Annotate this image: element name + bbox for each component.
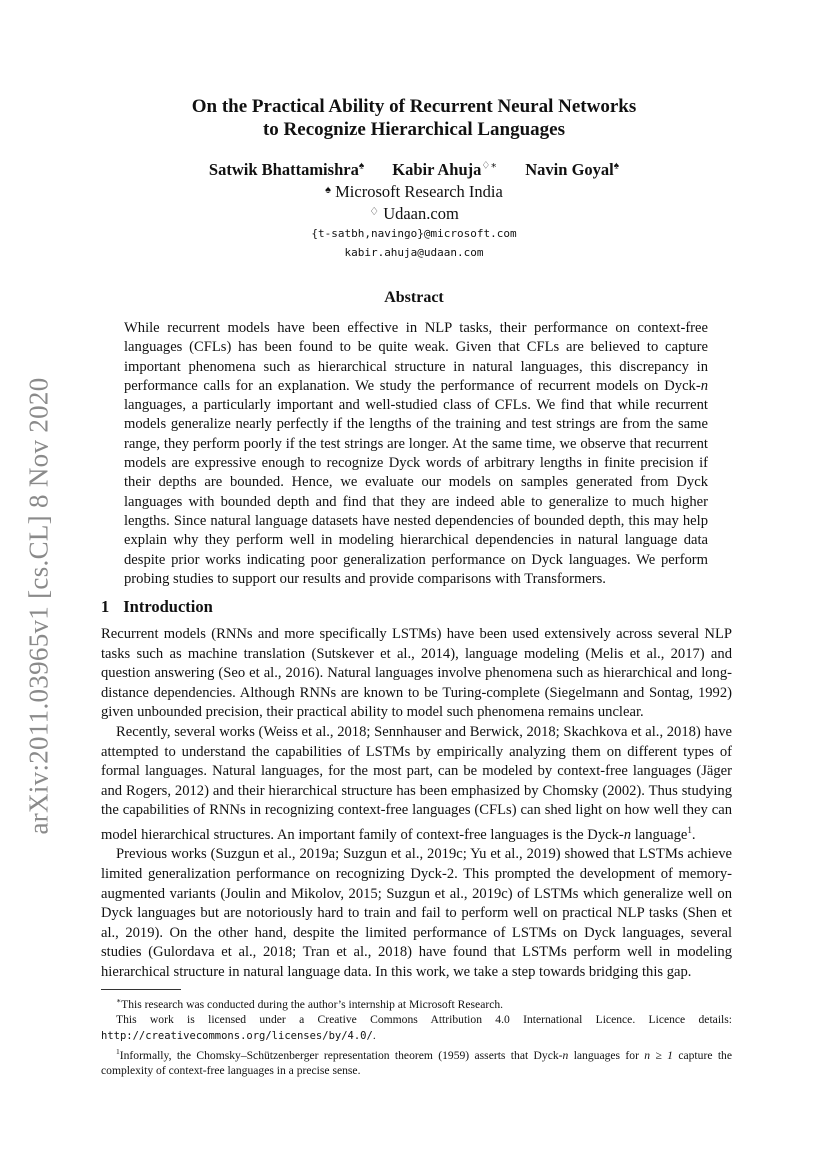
affiliation-2-mark: ♢ xyxy=(369,205,380,218)
footnote-1-text-mid: languages for xyxy=(568,1048,645,1062)
email-2: kabir.ahuja@udaan.com xyxy=(344,245,484,259)
section-number: 1 xyxy=(101,597,110,616)
paragraph-2 xyxy=(101,723,732,845)
author-names xyxy=(0,155,828,180)
footnote-1-math-n: n xyxy=(562,1048,569,1062)
author-1-name: Satwik Bhattamishra xyxy=(208,159,359,179)
abstract-heading: Abstract xyxy=(384,289,444,306)
author-1 xyxy=(209,160,364,179)
footnote-1-math-inequality: n ≥ 1 xyxy=(644,1048,673,1062)
title-line-1: On the Practical Ability of Recurrent Neural Networks xyxy=(191,96,637,117)
author-3-name: Navin Goyal xyxy=(525,159,614,179)
license-url-link[interactable]: http://creativecommons.org/licenses/by/4.0/ xyxy=(101,1029,373,1042)
paragraph-2-math-n: n xyxy=(623,826,632,843)
paragraph-2-period: . xyxy=(691,826,696,843)
footnote-divider xyxy=(101,989,181,990)
abstract-text-part-1: While recurrent models have been effective in NLP tasks, their performance on context-free languages (CFLs) has been found to be quite weak. Given that CFLs are believed to capture important phenomena such as hierarchical structure in natural languages, this discrepancy in performance calls for an explanation. We study the performance of recurrent models on Dyck- xyxy=(124,320,708,394)
affiliation-2 xyxy=(0,202,828,224)
paragraph-1: Recurrent models (RNNs and more specifically LSTMs) have been used extensively across several NLP tasks such as machine translation (Sutskever et al., 2014), language modeling (Melis et al., 2017) and question answering (Seo et al., 2016). Natural languages involve phenomena such as hierarchical and long-distance dependencies. Although RNNs are known to be Turing-complete (Siegelmann and Sontag, 1992) given unbounded precision, their practical ability to model such phenomena remains unclear. xyxy=(101,626,732,721)
arxiv-identifier-text: arXiv:2011.03965v1 [cs.CL] 8 Nov 2020 xyxy=(23,377,54,835)
author-2 xyxy=(392,160,497,179)
author-1-affiliation-mark: ♠ xyxy=(358,160,365,171)
abstract-math-n: n xyxy=(700,377,708,394)
abstract-text-part-2: languages, a particularly important and well-studied class of CFLs. We find that while recurrent models generalize nearly perfectly if the lengths of the training and test strings are from the same range, they perform poorly if the test strings are longer. At the same time, we observe that recurrent models are expressive enough to recognize Dyck words of arbitrary lengths in finite precision if their depths are bounded. Hence, we evaluate our models on samples generated from Dyck languages with bounded depth and find that they are indeed able to generalize to much higher lengths. Since natural language datasets have nested dependencies of bounded depth, this may help explain why they perform well in modeling hierarchical dependencies in natural language data despite prior works indicating poor generalization performance on Dyck languages. We perform probing studies to support our results and provide comparisons with Transformers. xyxy=(124,397,708,587)
footnote-1-text-end: capture the complexity of context-free languages in a precise sense. xyxy=(101,1048,732,1078)
affiliation-1 xyxy=(0,180,828,202)
introduction-body xyxy=(101,625,732,983)
email-1: {t-satbh,navingo}@microsoft.com xyxy=(311,226,517,240)
section-title: Introduction xyxy=(123,597,213,616)
footnote-ref-1[interactable]: 1 xyxy=(687,824,692,835)
footnote-author-note-text: This research was conducted during the author’s internship at Microsoft Research. xyxy=(121,997,504,1011)
author-2-name: Kabir Ahuja xyxy=(392,159,482,179)
affiliation-1-name: Microsoft Research India xyxy=(335,181,503,201)
footnote-license-text: This work is licensed under a Creative Commons Attribution 4.0 International Licence. Licence details: xyxy=(116,1013,732,1027)
arxiv-identifier-stamp xyxy=(14,366,64,846)
title-line-2: to Recognize Hierarchical Languages xyxy=(262,119,565,140)
footnote-1 xyxy=(101,1044,732,1079)
author-2-affiliation-mark: ♢∗ xyxy=(481,160,498,171)
footnotes xyxy=(101,993,732,1079)
footnote-mark-1: 1 xyxy=(116,1047,120,1057)
section-heading-introduction xyxy=(101,597,213,617)
paragraph-2-text: Recently, several works (Weiss et al., 2018; Sennhauser and Berwick, 2018; Skachkova et al., 2018) have attempted to understand the capabilities of LSTMs by empirically analyzing them on different types of formal languages. Natural languages, for the most part, can be modeled by context-free languages (Jäger and Rogers, 2012) and their hierarchical structure has been emphasized by Chomsky (2002). Thus studying the capabilities of RNNs in recognizing context-free languages (CFLs) can shed light on how well they can model hierarchical structures. An important family of context-free languages is the Dyck- xyxy=(101,723,732,843)
footnote-1-text: Informally, the Chomsky–Schützenberger representation theorem (1959) asserts that Dyck- xyxy=(119,1048,563,1062)
abstract-body xyxy=(124,319,708,589)
author-3-affiliation-mark: ♠ xyxy=(613,160,620,171)
footnote-license-end: . xyxy=(372,1028,376,1042)
paper-title xyxy=(0,95,828,141)
affiliation-1-mark: ♠ xyxy=(325,183,331,196)
author-3 xyxy=(525,160,619,179)
author-block xyxy=(0,155,828,262)
affiliation-2-name: Udaan.com xyxy=(383,203,459,223)
footnote-license xyxy=(101,1012,732,1044)
footnote-author-note xyxy=(101,993,732,1012)
paragraph-3: Previous works (Suzgun et al., 2019a; Suzgun et al., 2019c; Yu et al., 2019) showed that LSTMs achieve limited generalization performance on recognizing Dyck-2. This prompted the development of memory-augmented variants (Joulin and Mikolov, 2015; Suzgun et al., 2019c) of LSTMs which generalize well on Dyck languages but are notoriously hard to train and fail to perform well on practical NLP tasks (Shen et al., 2019). On the other hand, despite the limited performance of LSTMs on Dyck languages, several studies (Gulordava et al., 2018; Tran et al., 2018) have found that LSTMs perform well in modeling hierarchical structure in natural language data. In this work, we take a step towards bridging this gap. xyxy=(101,846,732,980)
paragraph-2-text-end: language xyxy=(631,826,688,843)
footnote-mark-star: ∗ xyxy=(116,996,122,1005)
